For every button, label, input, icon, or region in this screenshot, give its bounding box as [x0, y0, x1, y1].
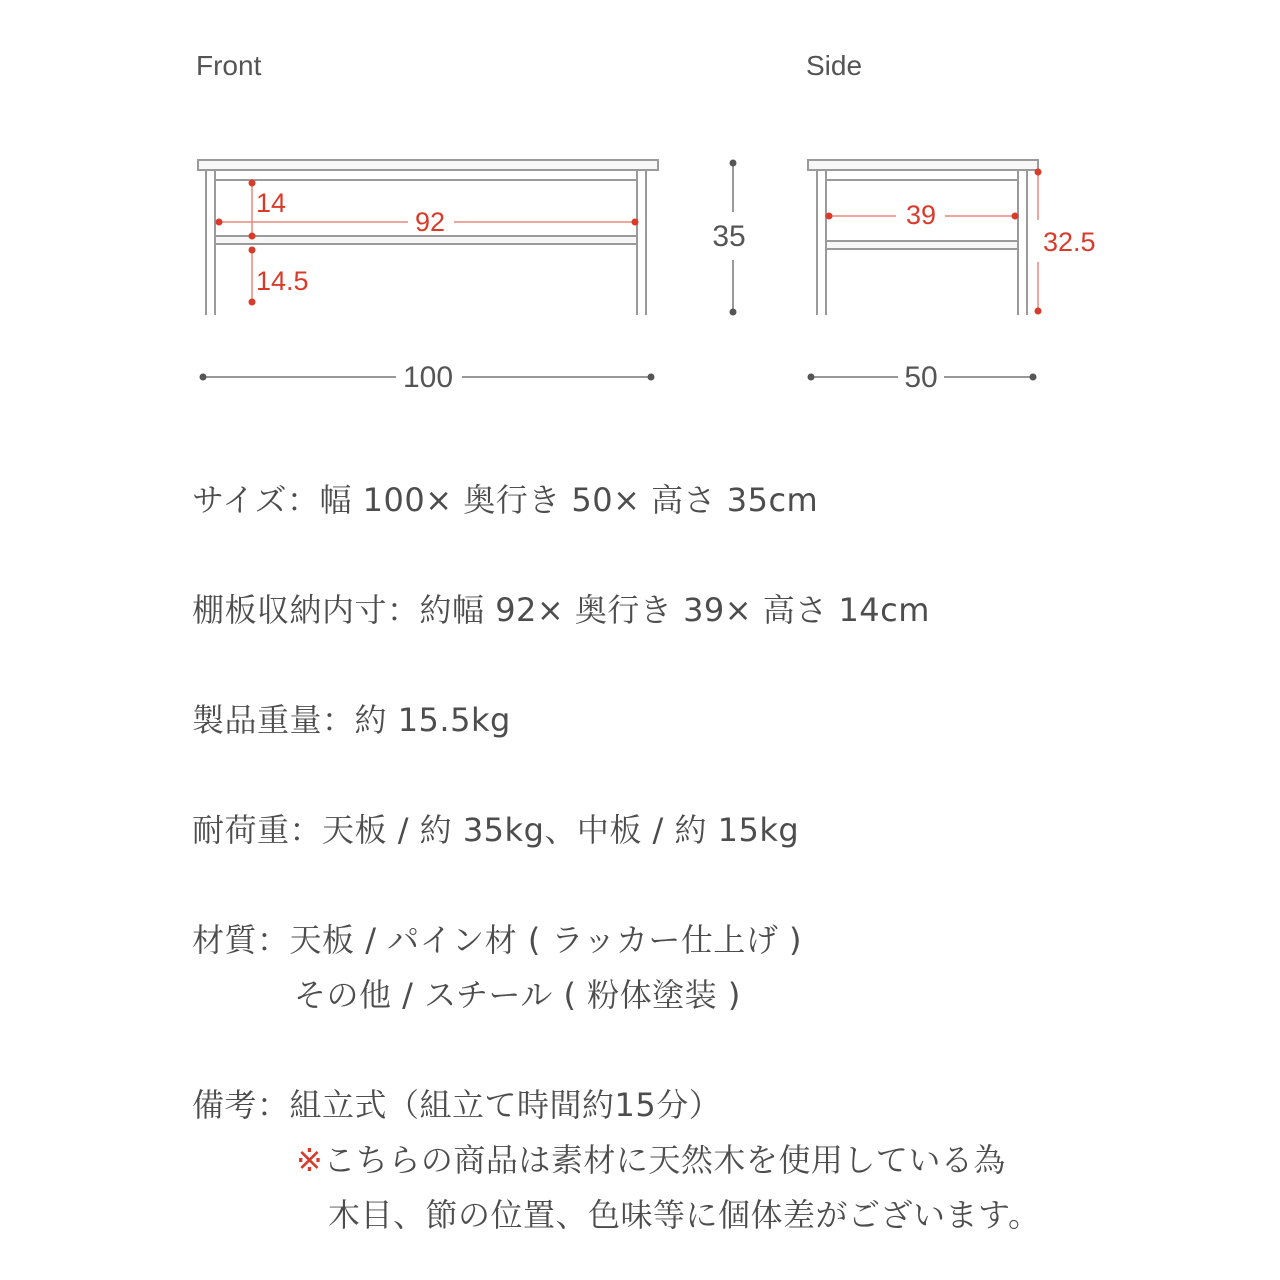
spec-material-value2: その他 / スチール ( 粉体塗装 ) — [294, 976, 741, 1014]
spec-shelf-value: 約幅 92× 奥行き 39× 高さ 14cm — [419, 591, 930, 629]
front-dot — [249, 233, 256, 240]
front-inner-width-label: 92 — [414, 207, 446, 237]
front-dot — [216, 219, 223, 226]
spec-shelf-label: 棚板収納内寸： — [192, 591, 420, 629]
side-table-drawing — [808, 160, 1038, 315]
spec-load-label: 耐荷重： — [192, 811, 323, 849]
spec-material-value: 天板 / パイン材 ( ラッカー仕上げ ) — [289, 921, 802, 959]
dimension-diagram — [0, 0, 1280, 440]
spec-weight — [192, 700, 511, 740]
spec-weight-label: 製品重量： — [192, 701, 355, 739]
height-label: 35 — [712, 220, 746, 253]
front-dot — [249, 180, 256, 187]
spec-load — [192, 810, 799, 850]
side-leg-height-label: 32.5 — [1043, 227, 1096, 257]
spec-note — [192, 1085, 721, 1125]
spec-size-label: サイズ： — [192, 481, 320, 519]
front-view-label: Front — [196, 50, 262, 81]
front-dot — [632, 219, 639, 226]
spec-note-label: 備考： — [192, 1086, 290, 1124]
spec-material-label: 材質： — [192, 921, 290, 959]
note-line2-text: こちらの商品は素材に天然木を使用している為 — [323, 1141, 1006, 1179]
front-width-label: 100 — [402, 361, 454, 394]
front-lower-gap-label: 14.5 — [256, 266, 309, 296]
spec-load-value: 天板 / 約 35kg、中板 / 約 15kg — [322, 811, 800, 849]
side-view-label: Side — [806, 50, 863, 81]
side-inner-depth-label: 39 — [905, 200, 937, 230]
front-dot — [249, 299, 256, 306]
side-depth-label: 50 — [904, 361, 938, 394]
front-shelf-gap-label: 14 — [256, 188, 287, 218]
spec-shelf — [192, 590, 930, 630]
spec-note-line2 — [296, 1140, 1006, 1180]
note-mark: ※ — [296, 1141, 324, 1179]
spec-material — [192, 920, 802, 960]
spec-weight-value: 約 15.5kg — [354, 701, 511, 739]
spec-size — [192, 480, 818, 520]
spec-note-value: 組立式（組立て時間約15分） — [289, 1086, 722, 1124]
spec-note-line3: 木目、節の位置、色味等に個体差がございます。 — [328, 1196, 1041, 1234]
front-dot — [249, 247, 256, 254]
spec-size-value: 幅 100× 奥行き 50× 高さ 35cm — [319, 481, 819, 519]
